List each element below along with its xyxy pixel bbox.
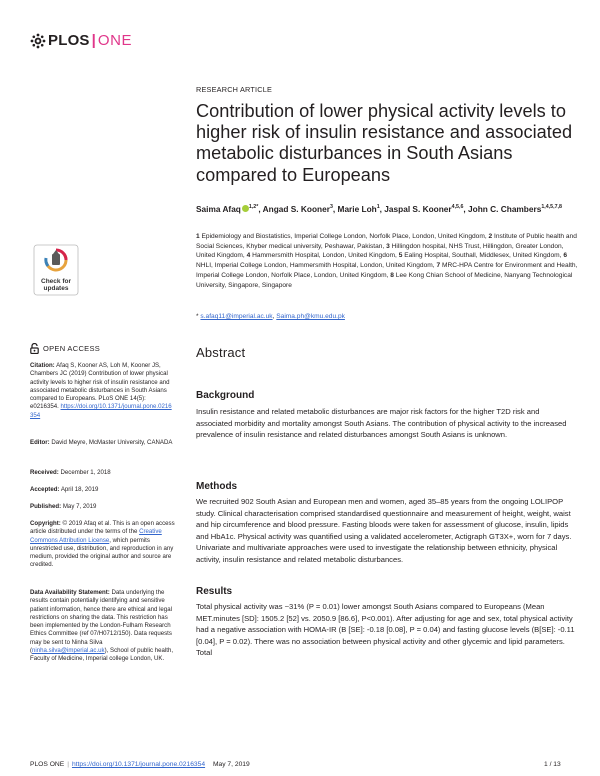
open-lock-icon: [30, 343, 39, 354]
citation-label: Citation:: [30, 362, 55, 369]
citation-doi-link[interactable]: https://doi.org/10.1371/journal.pone.0216354: [30, 403, 172, 419]
results-paragraph: Total physical activity was ~31% (P = 0.01) lower amongst South Asians compared to Europeans (Mean MET.minutes [SD]: 1505.2 [52] vs. 2050.9 [86.6], P<0.001). After adjusting for age and sex, total physical activity had a negative association with HOMA-IR (B [SE]: -0.18 [0.08], P = 0.04) and fasting glucose levels (B[SE]: -0.11 [0.04], P = 0.02). There was no association between physical activity and other glycemic and lipid parameters. Total: [196, 602, 575, 658]
accepted-block: [30, 486, 175, 494]
accepted-date: April 18, 2019: [60, 486, 99, 493]
footer-doi-link[interactable]: https://doi.org/10.1371/journal.pone.0216354: [71, 761, 206, 768]
copyright-block: [30, 520, 175, 570]
editor-block: [30, 439, 175, 447]
received-label: Received:: [30, 469, 59, 476]
check-for-updates-badge[interactable]: [33, 244, 79, 296]
received-block: [30, 469, 175, 477]
affiliation-number: 4: [246, 252, 251, 260]
email-link-2[interactable]: Saima.ph@kmu.edu.pk: [276, 313, 345, 320]
affiliations: [196, 232, 578, 290]
accepted-label: Accepted:: [30, 486, 60, 493]
article-title: Contribution of lower physical activity levels to higher risk of insulin resistance and associated metabolic disturbances in South Asians compared to Europeans: [196, 101, 573, 185]
journal-logo: [30, 32, 132, 49]
page-number: 1 / 13: [544, 761, 561, 768]
journal-name-one: ONE: [97, 32, 133, 49]
affiliation-number: 7: [436, 262, 441, 270]
background-heading: Background: [196, 390, 255, 401]
editor-label: Editor:: [30, 439, 50, 446]
results-heading: Results: [196, 586, 233, 597]
affiliation-number: 1: [196, 233, 200, 240]
affiliation-text: Ealing Hospital, Southall, Middlesex, United Kingdom,: [404, 252, 562, 260]
email-separator: ,: [272, 313, 277, 320]
data-availability-text-end: ), School of public health, Faculty of Medicine, Imperial college London, UK.: [30, 647, 174, 663]
affiliation-number: 8: [390, 271, 394, 279]
citation-text: Afaq S, Kooner AS, Loh M, Kooner JS, Chambers JC (2019) Contribution of lower physical activity levels to higher risk of insulin resistance and associated metabolic disturbances in South Asians compared to Europeans. PLoS ONE 14(5): e0216354.: [30, 362, 170, 411]
affiliation-number: 6: [563, 252, 567, 260]
editor-text: David Meyre, McMaster University, CANADA: [51, 439, 173, 446]
journal-name-separator: |: [91, 32, 96, 49]
affiliation-text: Epidemiology and Biostatistics, Imperial College London, Norfolk Place, London, United Kingdom,: [201, 233, 487, 240]
plos-sun-icon: [30, 33, 46, 49]
author-name[interactable]: Angad S. Kooner: [262, 203, 330, 214]
copyright-label: Copyright:: [30, 520, 61, 527]
published-label: Published:: [30, 503, 62, 510]
published-date: May 7, 2019: [62, 503, 97, 510]
corresponding-marker: *: [196, 313, 199, 320]
affiliation-number: 5: [398, 252, 403, 260]
author-affiliation-marks: 1,4,5,7,8: [541, 204, 562, 210]
citation-block: [30, 362, 175, 420]
author-list: Saima Afaq $^{1,2*}$, Angad S. Kooner$^3$, Marie Loh$^1$, Jaspal S. Kooner$^{4,5,6}$, John C. Chambers$^{1,4,5,7,8}$: [196, 203, 562, 214]
open-access-label: [30, 343, 100, 354]
orcid-icon[interactable]: [242, 205, 249, 212]
data-availability-label: Data Availability Statement:: [30, 589, 110, 596]
journal-name-plos: PLOS: [48, 32, 90, 49]
author-name[interactable]: John C. Chambers: [468, 203, 542, 214]
cc-license-link[interactable]: Creative Commons Attribution License: [30, 528, 162, 544]
correspondence-emails: [196, 313, 576, 320]
affiliation-text: Lee Kong Chian School of Medicine, Nanyang Technological University, Singapore, Singapore: [196, 271, 573, 289]
page-footer: [30, 761, 250, 768]
email-link-1[interactable]: s.afaq11@imperial.ac.uk: [200, 313, 273, 320]
footer-date: May 7, 2019: [212, 761, 250, 768]
check-updates-line1: Check for: [41, 278, 71, 285]
affiliation-number: 3: [386, 242, 390, 250]
affiliation-text: Hillingdon hospital, NHS Trust, Hillingdon, Greater London, United Kingdom,: [196, 242, 564, 260]
author-name[interactable]: Jaspal S. Kooner: [384, 203, 452, 214]
abstract-heading: Abstract: [196, 345, 246, 360]
methods-heading: Methods: [196, 481, 238, 492]
affiliation-text: NHLI, Imperial College London, Hammersmith Hospital, London, United Kingdom,: [196, 262, 435, 270]
affiliation-text: Hammersmith Hospital, London, United Kingdom,: [252, 252, 397, 260]
check-updates-line2: updates: [43, 285, 69, 293]
footer-separator: |: [67, 761, 69, 768]
open-access-text: OPEN ACCESS: [43, 344, 101, 353]
data-availability-text: Data underlying the results contain potentially identifying and sensitive patient information, hence there are ethical and legal restrictions on sharing the data. This restriction has been implemented by the London-Fulham Research Ethics Committee (ref 07/H0712/150). Data requests may be sent to Ninha Silva (: [30, 589, 172, 655]
background-paragraph: Insulin resistance and related metabolic disturbances are major risk factors for the higher T2D risk and associated morbidity and mortality amongst South Asians. The contribution of physical activity to the increased prevalence of insulin resistance and related disturbances amongst South Asians is unknown.: [196, 407, 567, 440]
data-request-email-link[interactable]: ninha.silva@imperial.ac.uk: [32, 647, 105, 655]
received-date: December 1, 2018: [60, 469, 111, 476]
corresponding-author-mark: *: [256, 204, 259, 210]
author-affiliation-marks: 3: [329, 204, 333, 210]
author-affiliation-marks: 4,5,6: [451, 204, 464, 210]
author-affiliation-marks: 1,2: [248, 204, 257, 210]
affiliation-text: MRC-HPA Centre for Environment and Health, Imperial College London, Norfolk Place, London, United Kingdom,: [196, 262, 578, 279]
published-block: [30, 503, 175, 511]
copyright-text-end: , which permits unrestricted use, distribution, and reproduction in any medium, provided the original author and source are credited.: [30, 536, 174, 569]
copyright-text: © 2019 Afaq et al. This is an open access article distributed under the terms of the: [30, 520, 175, 536]
affiliation-text: Institute of Public health and Social Sciences, Khyber medical university, Peshawar, Pakistan,: [196, 233, 577, 250]
data-availability-block: [30, 589, 175, 664]
footer-journal: PLOS ONE: [30, 761, 65, 768]
author-name[interactable]: Saima Afaq: [196, 203, 241, 214]
article-type: RESEARCH ARTICLE: [196, 85, 273, 94]
author-name[interactable]: Marie Loh: [337, 203, 377, 214]
methods-paragraph: We recruited 902 South Asian and European men and women, aged 35–85 years from the ongoing LOLIPOP study. Clinical characterisation comprised standardised questionnaire and measurement of height, weight, waist and hip circumference and blood pressure. Fasting bloods were taken for assessment of glucose, insulin, lipids and HbA1c. Physical activity was quantified using a validated accelerometer, Actigraph GT3X+, worn for 7 days. Univariate and multivariate approaches were used to investigate the relationship between ethnicity, physical activity, insulin resistance and related metabolic disturbances.: [196, 497, 572, 564]
affiliation-number: 2: [488, 233, 493, 240]
author-affiliation-marks: 1: [376, 204, 380, 210]
